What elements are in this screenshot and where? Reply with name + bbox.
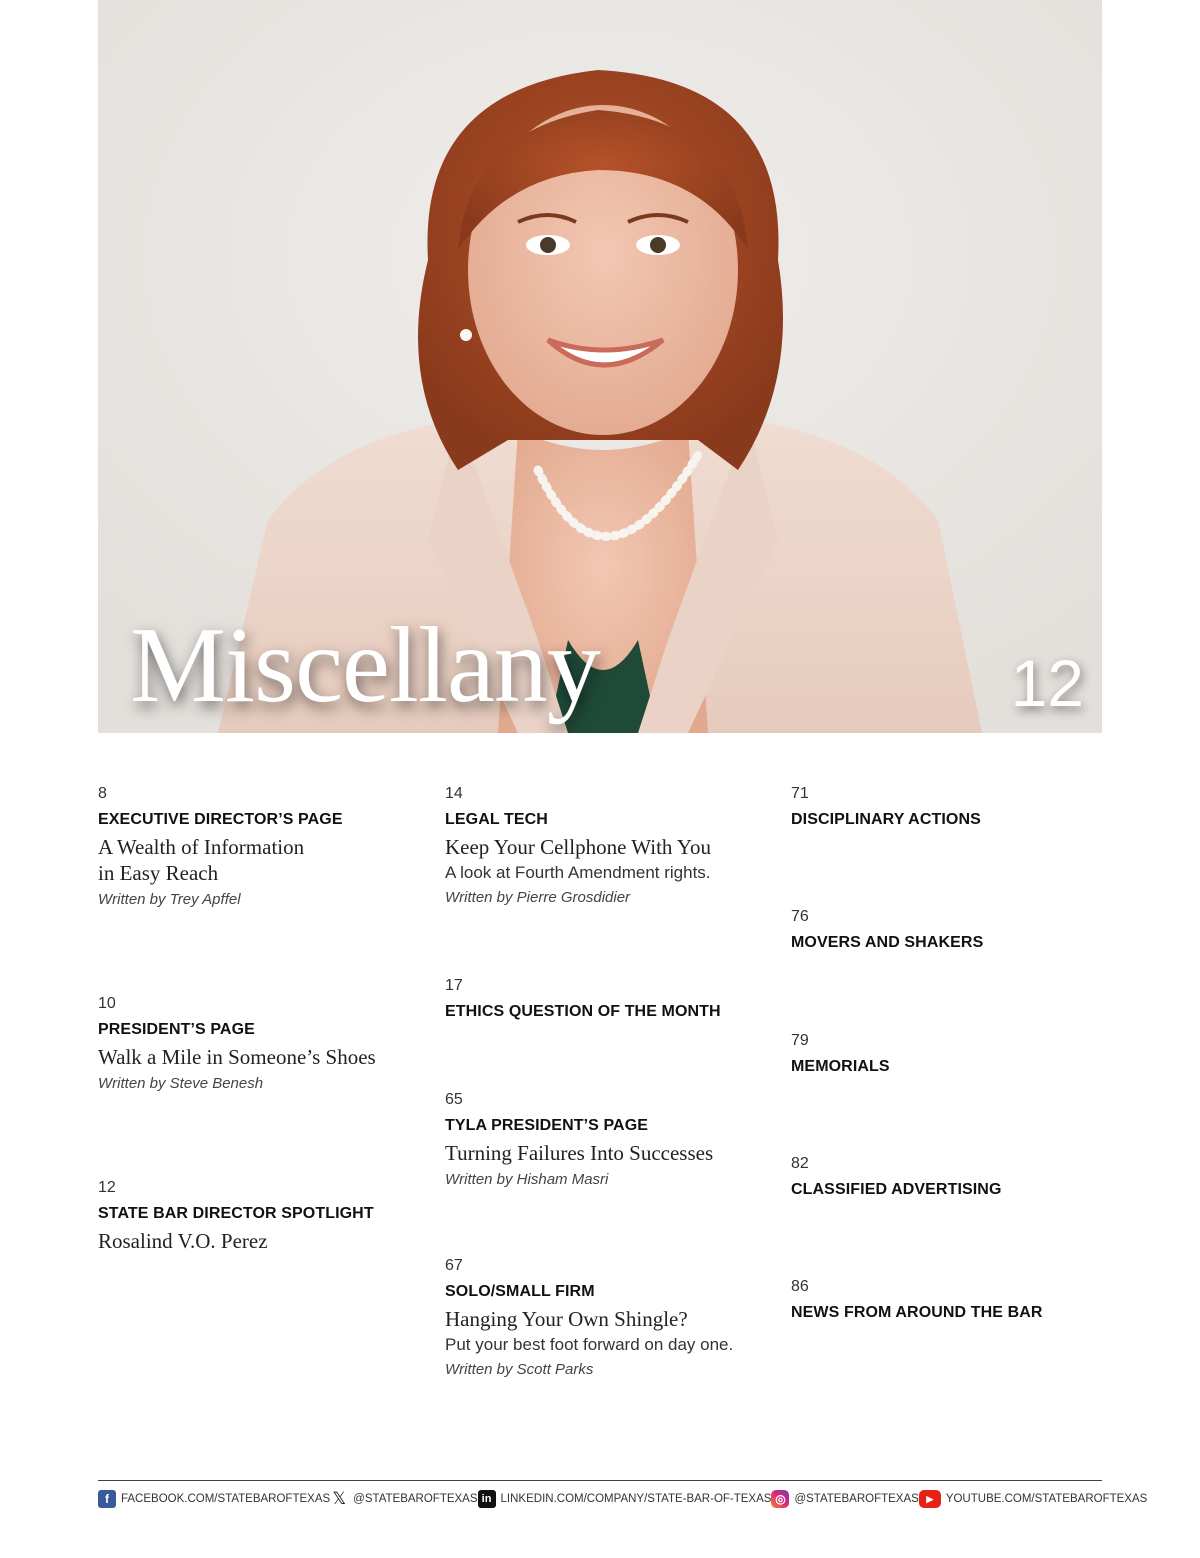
toc-page-number: 8 bbox=[98, 785, 107, 802]
linkedin-icon: in bbox=[478, 1490, 496, 1508]
linkedin-label: LINKEDIN.COM/COMPANY/STATE-BAR-OF-TEXAS bbox=[500, 1493, 772, 1505]
toc-section-label: EXECUTIVE DIRECTOR’S PAGE bbox=[98, 811, 343, 828]
hero-photo bbox=[98, 0, 1102, 733]
toc-article-title: Walk a Mile in Someone’s Shoes bbox=[98, 1045, 376, 1069]
toc-entry[interactable] bbox=[98, 1178, 428, 1254]
toc-article-title-line: in Easy Reach bbox=[98, 861, 219, 885]
footer-divider bbox=[98, 1480, 1102, 1481]
toc-article-title: Rosalind V.O. Perez bbox=[98, 1229, 268, 1253]
toc-byline: Written by Trey Apffel bbox=[98, 891, 241, 908]
toc-page-number: 14 bbox=[445, 785, 463, 802]
instagram-label: @STATEBAROFTEXAS bbox=[794, 1493, 919, 1505]
toc-page-number: 17 bbox=[445, 977, 463, 994]
toc-page-number: 67 bbox=[445, 1257, 463, 1274]
section-title: Miscellany bbox=[130, 606, 600, 725]
instagram-link[interactable] bbox=[771, 1490, 918, 1508]
toc-article-title: Turning Failures Into Successes bbox=[445, 1141, 714, 1165]
section-page-number: 12 bbox=[1010, 646, 1084, 720]
toc-section-label: MOVERS AND SHAKERS bbox=[791, 934, 984, 951]
toc-byline: Written by Hisham Masri bbox=[445, 1171, 609, 1188]
toc-article-title-line: A Wealth of Information bbox=[98, 835, 305, 859]
x-link[interactable] bbox=[330, 1490, 477, 1508]
toc-page-number: 71 bbox=[791, 785, 809, 802]
toc-byline: Written by Scott Parks bbox=[445, 1361, 594, 1378]
toc-entry[interactable] bbox=[791, 907, 1121, 953]
toc-section-label: ETHICS QUESTION OF THE MONTH bbox=[445, 1003, 721, 1020]
toc-section-label: STATE BAR DIRECTOR SPOTLIGHT bbox=[98, 1205, 374, 1222]
x-icon: 𝕏 bbox=[332, 1489, 347, 1508]
toc-entry[interactable] bbox=[791, 1031, 1121, 1077]
toc-section-label: SOLO/SMALL FIRM bbox=[445, 1283, 595, 1300]
toc-entry[interactable] bbox=[98, 994, 428, 1094]
social-footer bbox=[98, 1489, 1148, 1509]
linkedin-link[interactable] bbox=[478, 1490, 772, 1508]
toc-article-title: Hanging Your Own Shingle? bbox=[445, 1307, 688, 1331]
toc-section-label: TYLA PRESIDENT’S PAGE bbox=[445, 1117, 649, 1134]
toc-section-label: MEMORIALS bbox=[791, 1058, 890, 1075]
toc-page-number: 82 bbox=[791, 1155, 809, 1172]
x-label: @STATEBAROFTEXAS bbox=[353, 1493, 478, 1505]
instagram-icon: ◎ bbox=[771, 1490, 789, 1508]
toc-section-label: PRESIDENT’S PAGE bbox=[98, 1021, 255, 1038]
toc-page-number: 79 bbox=[791, 1032, 809, 1049]
toc-section-label: DISCIPLINARY ACTIONS bbox=[791, 811, 981, 828]
toc-page-number: 76 bbox=[791, 908, 809, 925]
facebook-icon: f bbox=[98, 1490, 116, 1508]
toc-section-label: CLASSIFIED ADVERTISING bbox=[791, 1181, 1002, 1198]
toc-page-number: 12 bbox=[98, 1179, 116, 1196]
toc-article-subtitle: A look at Fourth Amendment rights. bbox=[445, 863, 711, 882]
toc-article-title: Keep Your Cellphone With You bbox=[445, 835, 711, 859]
toc-entry[interactable] bbox=[445, 784, 775, 908]
toc-entry[interactable] bbox=[791, 1154, 1121, 1200]
toc-article-subtitle: Put your best foot forward on day one. bbox=[445, 1335, 734, 1354]
facebook-label: FACEBOOK.COM/STATEBAROFTEXAS bbox=[121, 1493, 331, 1505]
toc-entry[interactable] bbox=[445, 1090, 775, 1190]
toc-entry[interactable] bbox=[791, 1277, 1121, 1323]
toc-page-number: 86 bbox=[791, 1278, 809, 1295]
toc-byline: Written by Steve Benesh bbox=[98, 1075, 264, 1092]
toc-byline: Written by Pierre Grosdidier bbox=[445, 889, 631, 906]
youtube-icon: ▶ bbox=[919, 1490, 941, 1508]
youtube-label: YOUTUBE.COM/STATEBAROFTEXAS bbox=[945, 1493, 1148, 1505]
toc-entry[interactable] bbox=[445, 976, 775, 1022]
facebook-link[interactable] bbox=[98, 1490, 330, 1508]
toc-page-number: 10 bbox=[98, 995, 116, 1012]
toc-entry[interactable] bbox=[445, 1256, 775, 1380]
toc-entry[interactable] bbox=[791, 784, 1121, 830]
toc-section-label: LEGAL TECH bbox=[445, 811, 548, 828]
toc-page-number: 65 bbox=[445, 1091, 463, 1108]
youtube-link[interactable] bbox=[919, 1490, 1148, 1508]
toc-entry[interactable] bbox=[98, 784, 428, 910]
toc-section-label: NEWS FROM AROUND THE BAR bbox=[791, 1304, 1043, 1321]
